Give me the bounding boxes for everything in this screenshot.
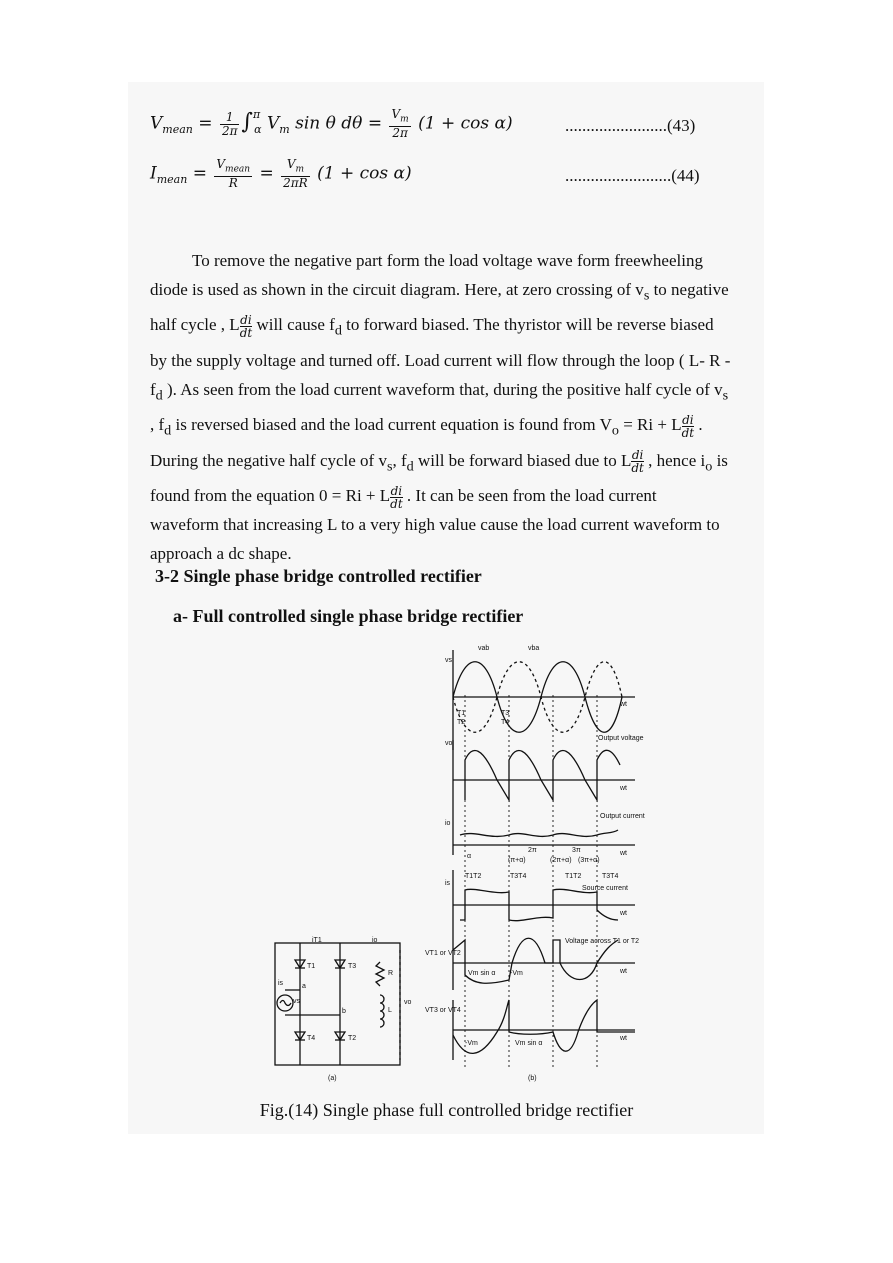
label-t1t2: T1T2 bbox=[465, 873, 482, 880]
label-wt-6: wt bbox=[620, 1035, 627, 1042]
label-t1: T1 bbox=[307, 963, 316, 970]
para-line-10: approach a dc shape. bbox=[150, 543, 292, 563]
label-b: b bbox=[342, 1008, 346, 1015]
label-wave-t4: T4 bbox=[501, 719, 510, 726]
label-wave-t1: T1 bbox=[457, 710, 466, 717]
label-vm-sin-alpha-2: Vm sin α bbox=[515, 1040, 543, 1047]
label-two-pi-plus-alpha: (2π+α) bbox=[550, 857, 572, 864]
figure-14 bbox=[260, 640, 660, 1090]
equation-44-number: .........................(44) bbox=[565, 166, 700, 185]
label-output-current: Output current bbox=[600, 813, 645, 820]
label-io: io bbox=[372, 937, 378, 944]
para-line-5: $f_d$ ). As seen from the load current waveform that, during the positive half cycle of $v_s$ bbox=[150, 379, 729, 404]
para-line-6: , $f_d$ is reversed biased and the load current equation is found from $V_o = Ri + L$ $\frac{di}{dt}$ . bbox=[150, 412, 703, 440]
label-vm-sin-alpha-1: Vm sin α bbox=[468, 970, 496, 977]
label-output-voltage: Output voltage bbox=[598, 735, 644, 742]
label-wt-3: wt bbox=[620, 850, 627, 857]
para-line-8: found from the equation 0 = Ri + L $\frac{di}{dt}$ . It can be seen from the load current bbox=[150, 483, 657, 511]
label-wave-t2: T2 bbox=[457, 719, 466, 726]
section-heading: 3-2 Single phase bridge controlled rectifier bbox=[155, 566, 482, 586]
equation-43-number: ........................(43) bbox=[565, 116, 696, 135]
panel-b-label: (b) bbox=[528, 1075, 537, 1082]
label-l: L bbox=[388, 1007, 392, 1014]
label-r: R bbox=[388, 970, 394, 977]
label-t2: T2 bbox=[348, 1035, 357, 1042]
label-three-pi: 3π bbox=[572, 847, 581, 854]
body-paragraph bbox=[150, 246, 745, 568]
label-alpha: α bbox=[467, 853, 472, 860]
label-vs-axis: vs bbox=[445, 657, 452, 664]
equation-44: $I_{mean}$ = $\frac{V_{mean}}{R}$ = $\frac{V_m}{2\pi R}$ (1 + cos α) bbox=[150, 157, 412, 191]
label-t3t4: T3T4 bbox=[510, 873, 527, 880]
label-is-axis: is bbox=[445, 880, 451, 887]
label-t3: T3 bbox=[348, 963, 357, 970]
label-minus-vm-2: -Vm bbox=[465, 1040, 478, 1047]
figure-caption: Fig.(14) Single phase full controlled bridge rectifier bbox=[259, 1100, 634, 1120]
label-vba: vba bbox=[528, 645, 540, 652]
waveforms bbox=[453, 650, 635, 1070]
label-vs: vs bbox=[293, 998, 300, 1005]
para-line-1: To remove the negative part form the load voltage wave form freewheeling bbox=[192, 251, 703, 270]
label-io-axis: io bbox=[445, 820, 451, 827]
label-three-pi-plus-alpha: (3π+α) bbox=[578, 857, 600, 864]
label-source-current: Source current bbox=[582, 885, 628, 892]
para-line-9: waveform that increasing L to a very high value cause the load current waveform to bbox=[150, 514, 720, 534]
label-vo: vo bbox=[404, 999, 412, 1006]
label-vt3: VT3 or VT4 bbox=[425, 1007, 461, 1014]
label-t1t2-2: T1T2 bbox=[565, 873, 582, 880]
label-wt-2: wt bbox=[620, 785, 627, 792]
label-vo-axis: vo bbox=[445, 740, 453, 747]
label-a: a bbox=[302, 983, 306, 990]
label-two-pi: 2π bbox=[528, 847, 537, 854]
para-line-4: by the supply voltage and turned off. Load current will flow through the loop ( L- R - bbox=[150, 350, 731, 370]
label-it1: iT1 bbox=[312, 937, 322, 944]
subsection-heading: a- Full controlled single phase bridge rectifier bbox=[173, 606, 524, 626]
label-wt-1: wt bbox=[620, 701, 627, 708]
label-t4: T4 bbox=[307, 1035, 316, 1042]
para-line-2: diode is used as shown in the circuit diagram. Here, at zero crossing of $v_s$ to negative bbox=[150, 280, 729, 304]
para-line-3: half cycle , L $\frac{di}{dt}$ will cause $f_d$ to forward biased. The thyristor will be reverse biased bbox=[150, 312, 714, 340]
label-vab: vab bbox=[478, 645, 490, 652]
panel-a-label: (a) bbox=[328, 1075, 337, 1082]
label-wt-5: wt bbox=[620, 968, 627, 975]
label-t3t4-2: T3T4 bbox=[602, 873, 619, 880]
label-wave-t3: T3 bbox=[501, 710, 510, 717]
label-wt-4: wt bbox=[620, 910, 627, 917]
label-pi-plus-alpha: (π+α) bbox=[508, 857, 526, 864]
label-vt1: VT1 or VT2 bbox=[425, 950, 461, 957]
equation-43: $V_{mean}$ = $\frac{1}{2\pi}$ ∫$^\pi_\alpha$ $V_m$ sin θ dθ = $\frac{V_m}{2\pi}$ (1 + cos α) bbox=[150, 107, 513, 141]
label-voltage-across: Voltage across T1 or T2 bbox=[565, 938, 640, 945]
para-line-7: During the negative half cycle of $v_s$, $f_d$ will be forward biased due to L $\frac{di}{dt}$ , hence $i_o$ is bbox=[150, 448, 728, 476]
label-is: is bbox=[278, 980, 284, 987]
label-minus-vm-1: -Vm bbox=[510, 970, 523, 977]
